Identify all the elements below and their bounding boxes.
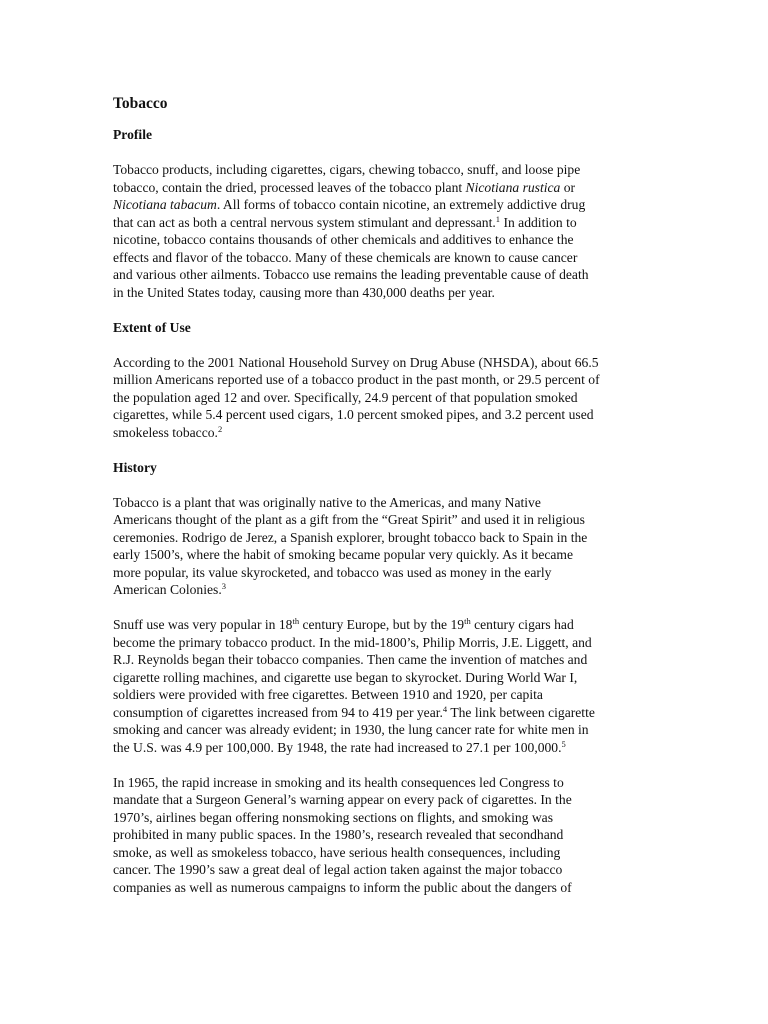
text-line: ceremonies. Rodrigo de Jerez, a Spanish explorer, brought tobacco back to Spain in the xyxy=(113,529,588,545)
text-line: mandate that a Surgeon General’s warning appear on every pack of cigarettes. In the xyxy=(113,792,572,807)
footnote-ref: 2 xyxy=(217,423,223,434)
text-line: In 1965, the rapid increase in smoking and its health consequences led Congress to xyxy=(113,774,564,790)
text-line: the population aged 12 and over. Specifically, 24.9 percent of that population smoked xyxy=(113,389,578,405)
text-line: smokeless tobacco.$^2$ xyxy=(113,423,223,440)
text-line: nicotine, tobacco contains thousands of other chemicals and additives to enhance the xyxy=(113,232,574,247)
text-line: Snuff use was very popular in 18th century Europe, but by the 19th century cigars had xyxy=(113,616,574,632)
text-line: early 1500’s, where the habit of smoking became popular very quickly. As it became xyxy=(113,547,574,562)
ordinal-suffix: th xyxy=(464,616,471,626)
text-line: smoke, as well as smokeless tobacco, have serious health consequences, including xyxy=(113,844,561,860)
text-line: According to the 2001 National Household Survey on Drug Abuse (NHSDA), about 66.5 xyxy=(113,354,599,370)
text-line: become the primary tobacco product. In the mid-1800’s, Philip Morris, J.E. Liggett, and xyxy=(113,634,592,650)
text-line: the U.S. was 4.9 per 100,000. By 1948, the rate had increased to 27.1 per 100,000.$^5$ xyxy=(113,738,566,755)
history-paragraph-1 xyxy=(113,494,673,599)
section-heading-profile: Profile xyxy=(113,127,153,142)
section-heading-history: History xyxy=(113,459,157,475)
footnote-ref: 3 xyxy=(221,581,226,591)
text-line: American Colonies.$^3$ xyxy=(113,581,226,597)
text-line: in the United States today, causing more than 430,000 deaths per year. xyxy=(113,284,495,300)
text-line: cancer. The 1990’s saw a great deal of legal action taken against the major tobacco xyxy=(113,862,563,877)
section-heading-extent-of-use: Extent of Use xyxy=(113,319,191,335)
document-page xyxy=(113,84,673,896)
text-line: smoking and cancer was already evident; in 1930, the lung cancer rate for white men in xyxy=(113,722,589,737)
text-line: soldiers were provided with free cigarettes. Between 1910 and 1920, per capita xyxy=(113,687,543,702)
extent-paragraph xyxy=(113,354,673,442)
text-line: Tobacco is a plant that was originally native to the Americas, and many Native xyxy=(113,494,541,510)
text-line: effects and flavor of the tobacco. Many of these chemicals are known to cause cancer xyxy=(113,249,578,265)
text-line: companies as well as numerous campaigns to inform the public about the dangers of xyxy=(113,879,572,895)
text-line: Nicotiana tabacum. All forms of tobacco contain nicotine, an extremely addictive drug xyxy=(113,197,586,212)
footnote-ref: 5 xyxy=(561,738,566,749)
text-line: 1970’s, airlines began offering nonsmoking sections on flights, and smoking was xyxy=(113,809,553,825)
species-name: Nicotiana tabacum xyxy=(113,197,217,212)
text-line: prohibited in many public spaces. In the 1980’s, research revealed that secondhand xyxy=(113,827,564,842)
text-line: cigarette rolling machines, and cigarette use began to skyrocket. During World War I, xyxy=(113,669,578,685)
text-line: million Americans reported use of a tobacco product in the past month, or 29.5 percent of xyxy=(113,372,600,387)
profile-paragraph xyxy=(113,161,673,301)
text-line: more popular, its value skyrocketed, and tobacco was used as money in the early xyxy=(113,564,552,580)
history-paragraph-3 xyxy=(113,774,673,897)
text-line: consumption of cigarettes increased from 94 to 419 per year.$^4$ The link between cigarette xyxy=(113,703,595,720)
footnote-ref: 4 xyxy=(442,703,448,714)
document-title: Tobacco xyxy=(113,95,168,112)
text-line: Tobacco products, including cigarettes, cigars, chewing tobacco, snuff, and loose pipe xyxy=(113,162,581,177)
text-line: tobacco, contain the dried, processed leaves of the tobacco plant Nicotiana rustica or xyxy=(113,179,576,195)
text-line: that can act as both a central nervous system stimulant and depressant.$^1$ In addition to xyxy=(113,213,577,230)
ordinal-suffix: th xyxy=(292,616,300,626)
text-line: Americans thought of the plant as a gift from the “Great Spirit” and used it in religious xyxy=(113,512,585,527)
text-line: and various other ailments. Tobacco use remains the leading preventable cause of death xyxy=(113,267,589,282)
text-line: R.J. Reynolds began their tobacco companies. Then came the invention of matches and xyxy=(113,652,588,667)
species-name: Nicotiana rustica xyxy=(465,179,561,195)
history-paragraph-2 xyxy=(113,616,673,756)
footnote-ref: 1 xyxy=(495,213,501,224)
text-line: cigarettes, while 5.4 percent used cigars, 1.0 percent smoked pipes, and 3.2 percent used xyxy=(113,407,594,422)
